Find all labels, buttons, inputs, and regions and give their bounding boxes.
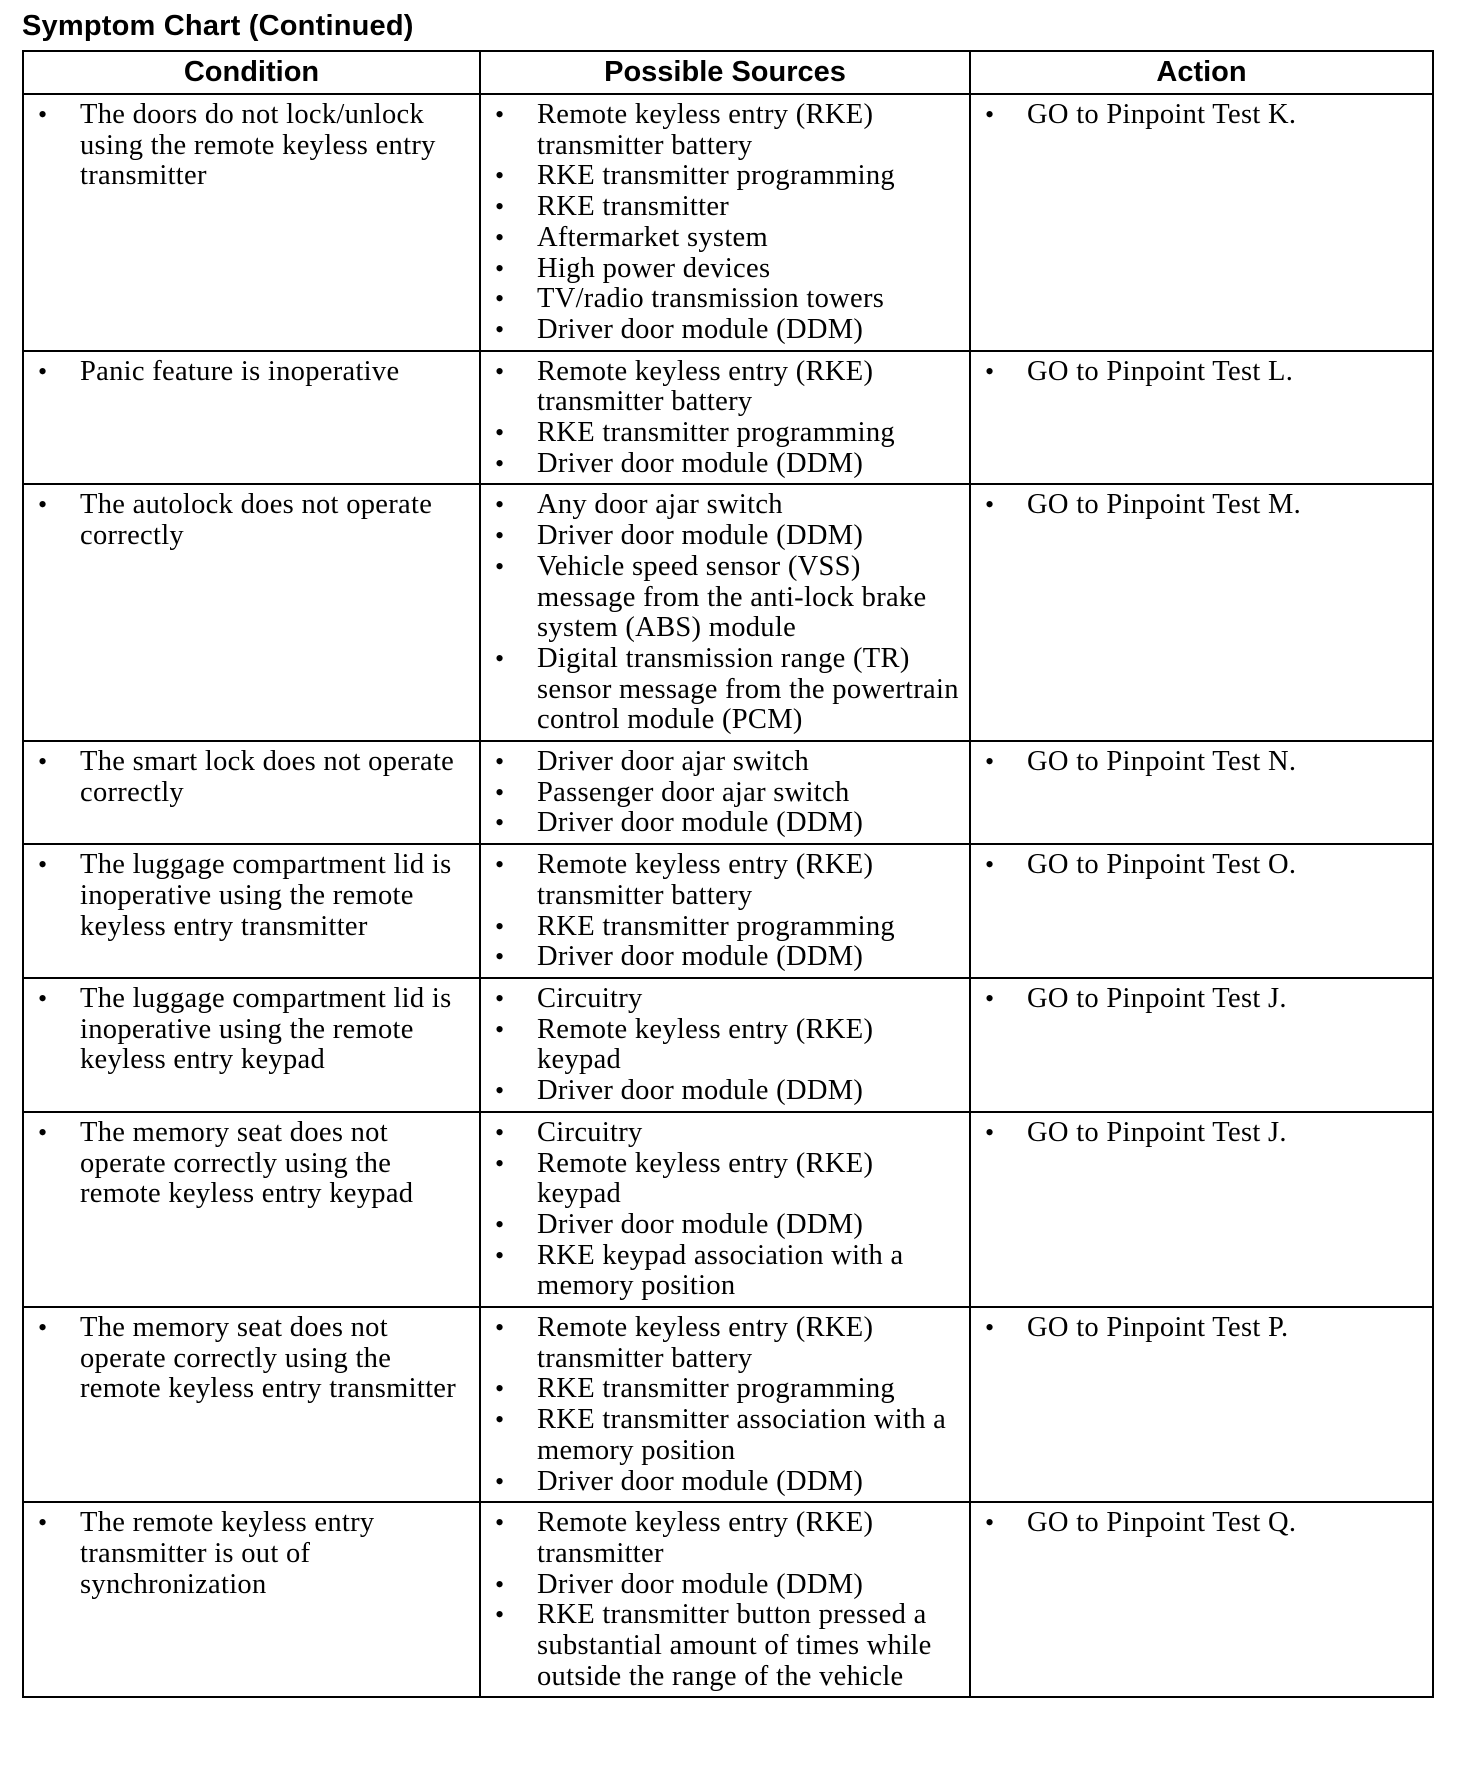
possible-sources-cell [480,1307,970,1502]
bullet-list [971,485,1432,525]
action-item: • GO to Pinpoint Test N. [971,747,1424,778]
condition-cell [23,1502,480,1697]
bullet-list [24,845,479,946]
possible-source-item: • Driver door module (DDM) [481,449,961,480]
table-header [23,51,1433,94]
condition-item: • The memory seat does not operate correctly using the remote keyless entry transmitter [24,1313,471,1405]
page-title: Symptom Chart (Continued) [22,10,414,42]
bullet-list [481,845,969,977]
bullet-list [971,1113,1432,1153]
table-row [23,978,1433,1112]
condition-item: • The luggage compartment lid is inoperative using the remote keyless entry transmitter [24,850,471,942]
possible-source-item: • Aftermarket system [481,223,961,254]
action-item: • GO to Pinpoint Test K. [971,100,1424,131]
bullet-list [481,1503,969,1696]
table-row [23,1307,1433,1502]
possible-source-item: • Remote keyless entry (RKE) transmitter battery [481,357,961,418]
bullet-list [971,845,1432,885]
possible-source-item: • Circuitry [481,1118,961,1149]
possible-source-item: • Driver door module (DDM) [481,942,961,973]
bullet-list [971,352,1432,392]
possible-source-item: • High power devices [481,254,961,285]
possible-sources-cell [480,94,970,351]
condition-item: • The autolock does not operate correctly [24,490,471,551]
possible-source-item: • Remote keyless entry (RKE) keypad [481,1149,961,1210]
possible-source-item: • Driver door module (DDM) [481,1467,961,1498]
action-column-header: Action [970,51,1433,94]
table-row [23,94,1433,351]
possible-sources-cell [480,1502,970,1697]
bullet-list [24,485,479,555]
possible-source-item: • RKE transmitter programming [481,912,961,943]
condition-item: • The remote keyless entry transmitter is out of synchronization [24,1508,471,1600]
table-row [23,484,1433,741]
possible-source-item: • RKE transmitter programming [481,161,961,192]
condition-cell [23,484,480,741]
action-item: • GO to Pinpoint Test M. [971,490,1424,521]
bullet-list [971,1308,1432,1348]
bullet-list [971,95,1432,135]
bullet-list [481,979,969,1111]
bullet-list [24,352,479,392]
bullet-list [481,352,969,484]
symptom-chart-table [22,50,1434,1698]
possible-source-item: • Driver door module (DDM) [481,521,961,552]
possible-source-item: • Vehicle speed sensor (VSS) message from the anti-lock brake system (ABS) module [481,552,961,644]
condition-cell [23,351,480,485]
condition-column-header: Condition [23,51,480,94]
condition-cell [23,741,480,844]
bullet-list [971,742,1432,782]
possible-source-item: • Driver door module (DDM) [481,1210,961,1241]
condition-cell [23,978,480,1112]
possible-sources-column-header: Possible Sources [480,51,970,94]
possible-sources-cell [480,484,970,741]
possible-source-item: • RKE transmitter programming [481,418,961,449]
bullet-list [24,742,479,812]
action-cell [970,1112,1433,1307]
bullet-list [24,95,479,196]
action-cell [970,1502,1433,1697]
table-body [23,94,1433,1697]
action-cell [970,1307,1433,1502]
possible-source-item: • Remote keyless entry (RKE) keypad [481,1015,961,1076]
action-item: • GO to Pinpoint Test P. [971,1313,1424,1344]
possible-sources-cell [480,1112,970,1307]
bullet-list [481,95,969,350]
possible-source-item: • Remote keyless entry (RKE) transmitter [481,1508,961,1569]
action-item: • GO to Pinpoint Test J. [971,1118,1424,1149]
bullet-list [24,1503,479,1604]
header-row [23,51,1433,94]
possible-source-item: • RKE transmitter [481,192,961,223]
possible-source-item: • Remote keyless entry (RKE) transmitter battery [481,100,961,161]
possible-source-item: • Digital transmission range (TR) sensor message from the powertrain control module (PCM) [481,644,961,736]
possible-source-item: • RKE transmitter association with a memory position [481,1405,961,1466]
possible-source-item: • TV/radio transmission towers [481,284,961,315]
possible-source-item: • Remote keyless entry (RKE) transmitter battery [481,1313,961,1374]
possible-sources-cell [480,844,970,978]
bullet-list [481,1308,969,1501]
bullet-list [24,979,479,1080]
condition-item: • The luggage compartment lid is inoperative using the remote keyless entry keypad [24,984,471,1076]
action-item: • GO to Pinpoint Test Q. [971,1508,1424,1539]
possible-sources-cell [480,978,970,1112]
action-cell [970,94,1433,351]
possible-source-item: • RKE keypad association with a memory position [481,1241,961,1302]
possible-source-item: • Circuitry [481,984,961,1015]
possible-sources-cell [480,351,970,485]
possible-source-item: • Driver door module (DDM) [481,1076,961,1107]
action-cell [970,741,1433,844]
possible-source-item: • Driver door ajar switch [481,747,961,778]
condition-item: • The doors do not lock/unlock using the remote keyless entry transmitter [24,100,471,192]
condition-cell [23,94,480,351]
possible-source-item: • Driver door module (DDM) [481,1570,961,1601]
possible-source-item: • Any door ajar switch [481,490,961,521]
table-row [23,741,1433,844]
action-item: • GO to Pinpoint Test L. [971,357,1424,388]
action-cell [970,351,1433,485]
condition-cell [23,844,480,978]
condition-item: • The memory seat does not operate correctly using the remote keyless entry keypad [24,1118,471,1210]
possible-source-item: • Passenger door ajar switch [481,778,961,809]
condition-item: • Panic feature is inoperative [24,357,471,388]
possible-source-item: • Driver door module (DDM) [481,315,961,346]
table-row [23,844,1433,978]
bullet-list [481,742,969,843]
bullet-list [481,485,969,740]
action-item: • GO to Pinpoint Test O. [971,850,1424,881]
possible-source-item: • RKE transmitter programming [481,1374,961,1405]
possible-sources-cell [480,741,970,844]
bullet-list [24,1113,479,1214]
condition-cell [23,1112,480,1307]
possible-source-item: • RKE transmitter button pressed a substantial amount of times while outside the range of the vehicle [481,1600,961,1692]
possible-source-item: • Remote keyless entry (RKE) transmitter battery [481,850,961,911]
action-cell [970,978,1433,1112]
table-row [23,1112,1433,1307]
condition-cell [23,1307,480,1502]
action-cell [970,484,1433,741]
action-item: • GO to Pinpoint Test J. [971,984,1424,1015]
condition-item: • The smart lock does not operate correctly [24,747,471,808]
bullet-list [24,1308,479,1409]
table-row [23,351,1433,485]
bullet-list [971,979,1432,1019]
table-row [23,1502,1433,1697]
possible-source-item: • Driver door module (DDM) [481,808,961,839]
action-cell [970,844,1433,978]
bullet-list [971,1503,1432,1543]
bullet-list [481,1113,969,1306]
